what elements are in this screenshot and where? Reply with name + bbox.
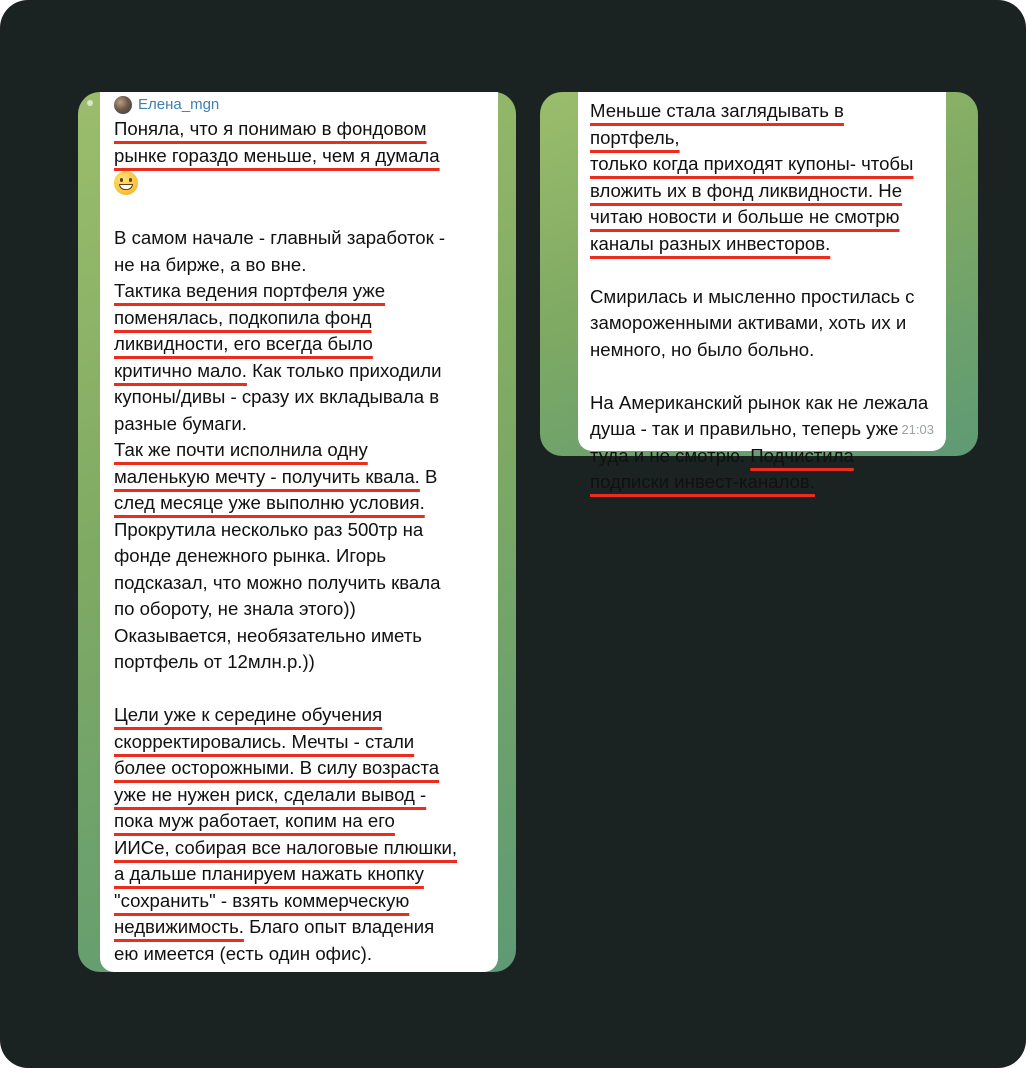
highlighted-text: поменялась, подкопила фонд [114,306,372,328]
message-bubble-left[interactable] [100,92,498,972]
highlighted-text: пока муж работает, копим на его [114,810,395,831]
highlighted-text: подписки инвест-каналов. [590,471,815,492]
text-line: подсказал, что можно получить квала [114,571,441,593]
plain-text: В [419,465,438,487]
text-line: На Американский рынок как не лежала [590,391,929,413]
highlighted-text: рынке гораздо меньше, чем я думала [114,144,440,166]
text-line: купоны/дивы - сразу их вкладывала в [114,386,440,407]
text-line: фонде денежного рынка. Игорь [114,545,387,566]
highlighted-text: след месяце уже выполню условия. [114,492,425,513]
highlighted-text: только когда приходят купоны- чтобы [590,153,914,174]
text-line [114,729,488,756]
chat-screenshot-right [540,92,978,492]
highlighted-text: Тактика ведения портфеля уже [114,280,386,301]
text-line [114,914,488,941]
text-line: душа - так и правильно, теперь уже [590,418,899,439]
plain-text: Как только приходили [246,359,442,381]
highlighted-text: Меньше стала заглядывать в портфель, [590,100,844,148]
highlighted-text: более осторожными. В силу возраста [114,757,440,778]
text-line [114,143,488,170]
highlighted-text: недвижимость. [114,916,244,937]
highlighted-text: каналы разных инвесторов. [590,232,831,254]
text-line [114,278,488,305]
highlighted-text: "сохранить" - взять коммерческую [114,889,410,911]
sender-row[interactable] [114,94,488,116]
text-line [590,204,936,231]
chat-screenshot-left [78,92,516,972]
text-line [590,469,936,496]
grinning-face-icon [114,171,138,195]
text-line [114,116,488,143]
text-line [114,490,488,517]
text-line [590,98,936,151]
text-line: портфель от 12млн.р.)) [114,651,315,672]
highlighted-text: скорректировались. Мечты - стали [114,730,415,752]
message-time: 21:03 [901,421,934,437]
paragraph-gap [114,676,488,703]
text-line: Смирилась и мысленно простилась с [590,285,915,307]
text-line: Прокрутила несколько раз 500тр на [114,518,424,540]
text-line [114,305,488,332]
paragraph-gap [590,363,936,390]
text-line [114,437,488,464]
text-line [590,231,936,258]
text-line [114,888,488,915]
highlighted-text: а дальше планируем нажать кнопку [114,863,424,884]
text-line [114,169,488,199]
text-line [590,151,936,178]
text-line [114,808,488,835]
highlighted-text: критично мало. [114,359,247,381]
text-line [590,443,936,470]
text-line: немного, но было больно. [590,338,815,360]
text-line: ею имеется (есть один офис). [114,942,373,964]
text-line: по обороту, не знала этого)) [114,598,356,619]
text-line: замороженными активами, хоть их и [590,312,907,333]
text-line [114,861,488,888]
highlighted-text: Подчистила [750,444,854,466]
highlighted-text: маленькую мечту - получить квала. [114,465,420,487]
text-line: разные бумаги. [114,412,247,434]
bubble-tail-dot [87,100,93,106]
text-line: Оказывается, необязательно иметь [114,624,422,646]
highlighted-text: ликвидности, его всегда было [114,333,373,354]
highlighted-text: читаю новости и больше не смотрю [590,206,900,227]
highlighted-text: Цели уже к середине обучения [114,704,383,725]
sender-name[interactable]: Елена_mgn [138,96,220,113]
text-line [590,178,936,205]
text-line [114,782,488,809]
text-line [114,464,488,491]
plain-text: туда и не смотрю. [590,444,751,466]
sender-avatar[interactable] [114,96,132,114]
paragraph-gap [114,199,488,226]
plain-text: Благо опыт владения [243,916,435,937]
text-line [114,755,488,782]
text-line: не на бирже, а во вне. [114,253,307,275]
text-line: В самом начале - главный заработок - [114,227,446,248]
text-line [114,331,488,358]
text-line [114,358,488,385]
paragraph-gap [590,257,936,284]
highlighted-text: уже не нужен риск, сделали вывод - [114,783,427,805]
message-text-right [590,92,936,496]
text-line [114,702,488,729]
message-bubble-right[interactable] [578,92,946,492]
text-line [114,835,488,862]
highlighted-text: вложить их в фонд ликвидности. Не [590,179,903,201]
message-text-left [114,116,488,967]
highlighted-text: ИИСе, собирая все налоговые плюшки, [114,836,458,858]
highlighted-text: Поняла, что я понимаю в фондовом [114,118,427,139]
highlighted-text: Так же почти исполнила одну [114,439,368,460]
